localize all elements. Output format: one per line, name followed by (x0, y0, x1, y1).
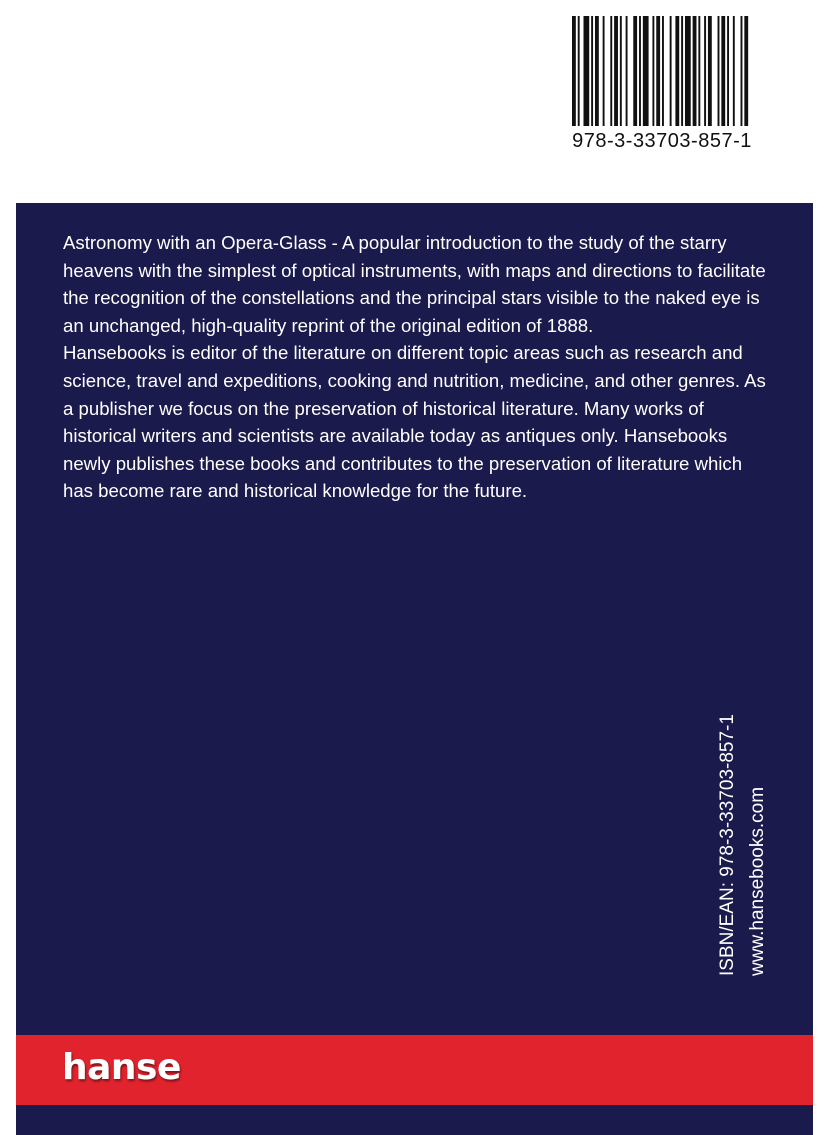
barcode-image (572, 16, 752, 126)
publisher-band (16, 1035, 813, 1105)
book-description (63, 229, 775, 505)
back-cover-panel (16, 203, 813, 1135)
isbn-text: ISBN/EAN: 978-3-33703-857-1 (717, 714, 738, 976)
description-paragraph: Astronomy with an Opera-Glass - A popular introduction to the study of the starry heavens with the simplest of optical instruments, with maps and directions to facilitate the recognition of the constellations and the principal stars visible to the naked eye is an unchanged, high-quality reprint of the original edition of 1888. (63, 232, 766, 336)
barcode-number: 978-3-33703-857-1 (572, 130, 752, 152)
website-text: www.hansebooks.com (747, 786, 768, 976)
spine-side-info (713, 701, 783, 976)
hanse-logo: hanse (62, 1047, 181, 1088)
barcode-block (568, 14, 758, 154)
publisher-paragraph: Hansebooks is editor of the literature on different topic areas such as research and science, travel and expeditions, cooking and nutrition, medicine, and other genres. As a publisher we focus on the preservation of historical literature. Many works of historical writers and scientists are available today as antiques only. Hansebooks newly publishes these books and contributes to the preservation of literature which has become rare and historical knowledge for the future. (63, 342, 766, 502)
